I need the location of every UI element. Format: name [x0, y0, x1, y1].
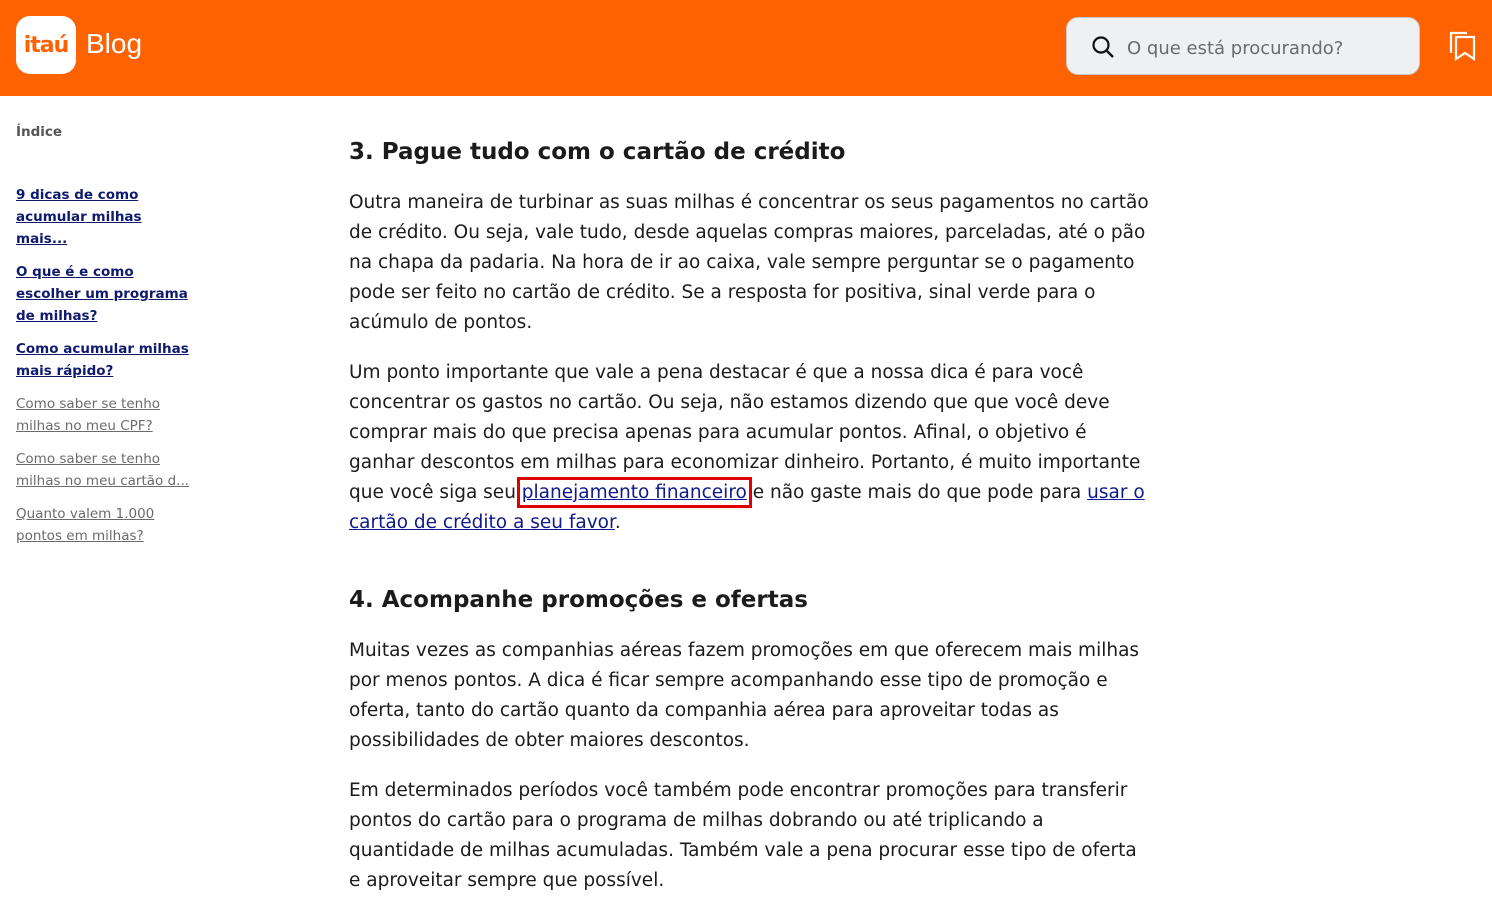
paragraph: Outra maneira de turbinar as suas milhas é concentrar os seus pagamentos no cartão de crédito. Ou seja, vale tudo, desde aquelas compras maiores, parceladas, até o pão na chapa da padaria. Na hora de ir ao caixa, vale sempre perguntar se o pagamento pode ser feito no cartão de crédito. Se a resposta for positiva, sinal verde para o acúmulo de pontos.: [349, 192, 1149, 333]
bookmark-icon[interactable]: [1449, 31, 1477, 61]
table-of-contents: [16, 124, 191, 558]
toc-item[interactable]: Como acumular milhas mais rápido?: [16, 341, 189, 379]
search-box[interactable]: [1066, 17, 1420, 75]
blog-label[interactable]: Blog: [86, 28, 143, 59]
search-icon: [1091, 35, 1115, 59]
search-input[interactable]: [1125, 34, 1409, 62]
paragraph-text: Um ponto importante que vale a pena destacar é que a nossa dica é para você concentrar os gastos no cartão. Ou seja, não estamos dizendo que que você deve comprar mais do que precisa apenas para acumular pontos. Afinal, o objetivo é ganhar descontos em milhas para economizar dinheiro. Portanto, é muito importante que você siga seu: [349, 362, 1141, 503]
toc-item[interactable]: O que é e como escolher um programa de milhas?: [16, 264, 188, 324]
logo-text: itaú: [23, 32, 69, 58]
paragraph: Muitas vezes as companhias aéreas fazem promoções em que oferecem mais milhas por menos pontos. A dica é ficar sempre acompanhando esse tipo de promoção e oferta, tanto do cartão quanto da companhia aérea para aproveitar todas as possibilidades de obter maiores descontos.: [349, 640, 1140, 751]
paragraph-text: e não gaste mais do que pode para: [746, 482, 1088, 503]
credit-card-favor-link[interactable]: usar o cartão de crédito a seu favor: [349, 482, 1145, 533]
toc-title: Índice: [16, 124, 63, 140]
site-header: [0, 0, 1492, 96]
toc-item[interactable]: Como saber se tenho milhas no meu cartão d...: [16, 451, 190, 489]
toc-item[interactable]: Como saber se tenho milhas no meu CPF?: [16, 396, 161, 434]
article-body: [349, 136, 1149, 916]
paragraph-text: .: [614, 512, 621, 533]
toc-item[interactable]: 9 dicas de como acumular milhas mais...: [16, 187, 142, 247]
section-heading: 3. Pague tudo com o cartão de crédito: [349, 139, 846, 165]
section-heading: 4. Acompanhe promoções e ofertas: [349, 587, 808, 613]
paragraph: Em determinados períodos você também pode encontrar promoções para transferir pontos do cartão para o programa de milhas dobrando ou até triplicando a quantidade de milhas acumuladas. Também vale a pena procurar esse tipo de oferta e aproveitar sempre que possível.: [349, 780, 1137, 891]
financial-planning-link[interactable]: planejamento financeiro: [521, 482, 747, 503]
paragraph: [349, 358, 1149, 538]
toc-item[interactable]: Quanto valem 1.000 pontos em milhas?: [16, 506, 155, 544]
itau-logo[interactable]: [16, 16, 76, 74]
